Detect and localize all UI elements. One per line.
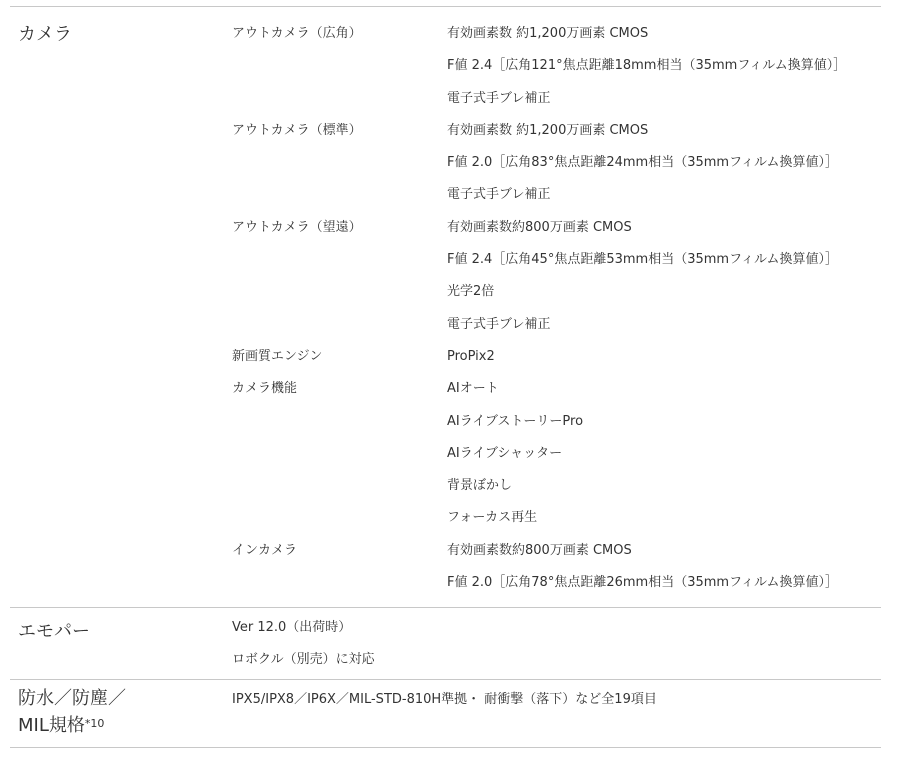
- spec-row-front-camera: [10, 535, 881, 600]
- spec-value: AIライブシャッター: [447, 445, 563, 461]
- spec-value: F値 2.0［広角83°焦点距離24mm相当（35mmフィルム換算値）］: [447, 155, 839, 171]
- spec-value: F値 2.4［広角45°焦点距離53mm相当（35mmフィルム換算値）］: [447, 252, 839, 268]
- spec-value: フォーカス再生: [447, 510, 538, 526]
- spec-value: AIオート: [447, 381, 499, 397]
- section-waterproof: [10, 680, 881, 747]
- section-camera: [10, 7, 881, 607]
- spec-value: 有効画素数 約1,200万画素 CMOS: [447, 122, 649, 138]
- section-emopa: [10, 608, 881, 679]
- spec-value: IPX5/IPX8／IP6X／MIL-STD-810H準拠・ 耐衝撃（落下）など全19項目: [232, 692, 657, 707]
- spec-label: インカメラ: [232, 542, 298, 558]
- section-title-line: [18, 712, 126, 739]
- section-title-line: 防水／防塵／: [18, 688, 126, 709]
- spec-row-out-standard: [10, 115, 881, 212]
- spec-value: F値 2.4［広角121°焦点距離18mm相当（35mmフィルム換算値）］: [447, 58, 847, 74]
- section-title-text: MIL規格: [18, 715, 85, 736]
- divider: [10, 747, 881, 748]
- spec-value: 有効画素数 約1,200万画素 CMOS: [447, 26, 649, 41]
- spec-table: [10, 6, 881, 748]
- spec-value: Ver 12.0（出荷時）: [232, 620, 352, 635]
- spec-value: 電子式手ブレ補正: [447, 316, 551, 332]
- spec-value: ProPix2: [447, 348, 495, 364]
- spec-row-camera-features: [10, 373, 881, 534]
- spec-label: アウトカメラ（標準）: [232, 122, 362, 138]
- spec-value: 電子式手ブレ補正: [447, 90, 551, 106]
- spec-value: 有効画素数約800万画素 CMOS: [447, 219, 632, 235]
- spec-value: ロボクル（別売）に対応: [232, 652, 375, 667]
- spec-row-out-wide: [10, 18, 881, 115]
- spec-label: アウトカメラ（望遠）: [232, 219, 362, 235]
- section-title-waterproof: [18, 685, 126, 739]
- spec-label: アウトカメラ（広角）: [232, 26, 362, 41]
- spec-value: 光学2倍: [447, 284, 495, 300]
- spec-value: AIライブストーリーPro: [447, 413, 584, 429]
- spec-row-engine: [10, 341, 881, 373]
- spec-row-out-tele: [10, 212, 881, 341]
- spec-value: 有効画素数約800万画素 CMOS: [447, 542, 632, 558]
- spec-value: 背景ぼかし: [447, 478, 513, 494]
- spec-label: カメラ機能: [232, 381, 298, 397]
- footnote-marker: *10: [84, 717, 105, 730]
- spec-value: F値 2.0［広角78°焦点距離26mm相当（35mmフィルム換算値）］: [447, 575, 839, 591]
- section-title-camera: カメラ: [18, 24, 72, 45]
- section-title-emopa: エモパー: [18, 621, 90, 642]
- spec-label: 新画質エンジン: [232, 348, 323, 364]
- spec-value: 電子式手ブレ補正: [447, 187, 551, 203]
